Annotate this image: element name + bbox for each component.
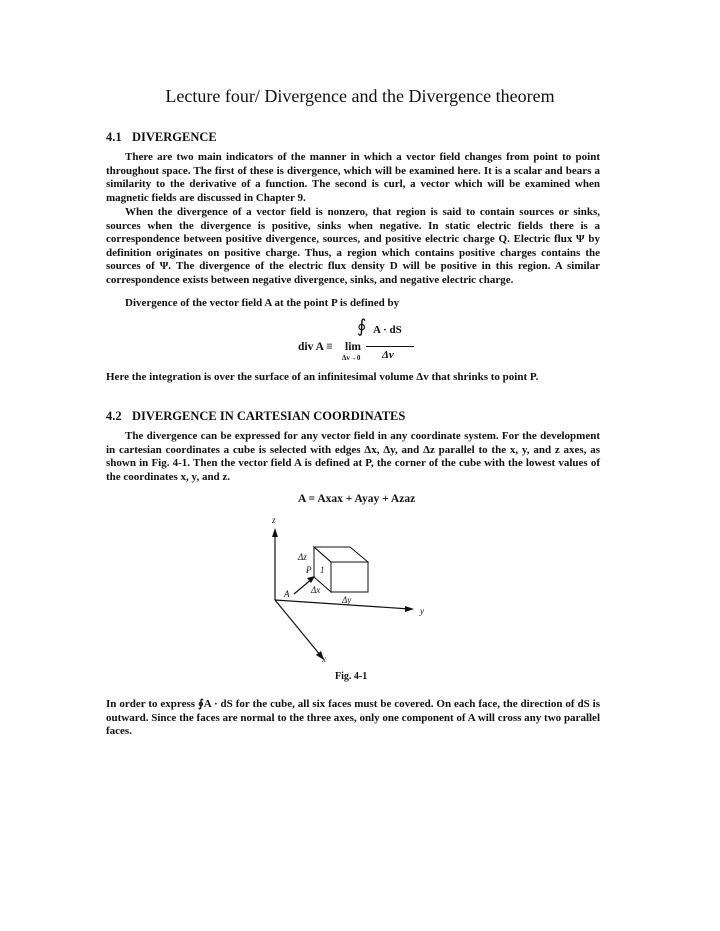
section-number: 4.1 (106, 130, 122, 144)
paragraph-sources-sinks: When the divergence of a vector field is nonzero, that region is said to contain sources or sinks, sources when the divergence is positive, sinks when negative. In static electric fields there is a correspondence between positive divergence, sources, and positive electric charge Q. Electric flux Ψ by definition originates on positive charge. Thus, a region which contains positive charges contains the sources of Ψ. The divergence of the electric flux density D will be positive in this region. A similar correspondence exists between negative divergence, sinks, and negative electric charge. (106, 206, 600, 286)
contour-integral-sign: ∮ (357, 316, 367, 336)
label-vector-a: A (284, 589, 290, 599)
label-x: x (322, 654, 326, 664)
x-axis (275, 600, 321, 656)
formula-lim: lim (345, 341, 361, 353)
section-number: 4.2 (106, 409, 122, 423)
section-title: DIVERGENCE IN CARTESIAN COORDINATES (132, 409, 406, 423)
paragraph-integration-note: Here the integration is over the surface of an infinitesimal volume Δv that shrinks to point P. (106, 371, 539, 383)
paragraph-closing: In order to express ∮A · dS for the cube, all six faces must be covered. On each face, the direction of dS is outward. Since the faces are normal to the three axes, only one component of A will cross any two parallel faces. (106, 698, 600, 738)
label-y: y (420, 606, 424, 616)
vector-field-equation: A = Axax + Ayay + Azaz (298, 493, 416, 505)
label-delta-y: Δy (342, 595, 352, 605)
formula-lim-subscript: Δv→0 (342, 354, 361, 362)
label-delta-z: Δz (298, 552, 307, 562)
label-one: 1 (320, 565, 325, 575)
formula-lhs: div A ≡ (298, 341, 333, 353)
label-delta-x: Δx (311, 585, 321, 595)
page-title: Lecture four/ Divergence and the Divergence theorem (165, 86, 555, 106)
paragraph-cartesian-intro: The divergence can be expressed for any vector field in any coordinate system. For the development in cartesian coordinates a cube is selected with edges Δx, Δy, and Δz parallel to the x, y, and z axes, as shown in Fig. 4-1. Then the vector field A is defined at P, the corner of the cube with the lowest values of the coordinates x, y, and z. (106, 430, 600, 483)
figure-caption: Fig. 4-1 (335, 671, 368, 682)
label-point-p: P (306, 565, 312, 575)
paragraph-divergence-intro: There are two main indicators of the manner in which a vector field changes from point to point throughout space. The first of these is divergence, which will be examined here. It is a scalar and bears a similarity to the derivative of a function. The second is curl, a vector which will be examined when magnetic fields are discussed in Chapter 9. (106, 151, 600, 204)
formula-numerator: A · dS (373, 324, 402, 336)
paragraph-definition-lead: Divergence of the vector field A at the point P is defined by (125, 297, 400, 309)
y-axis-arrowhead (405, 606, 414, 612)
formula-denominator: Δv (382, 349, 394, 361)
z-axis-arrowhead (272, 528, 278, 537)
section-title: DIVERGENCE (132, 130, 217, 144)
label-z: z (272, 515, 276, 525)
